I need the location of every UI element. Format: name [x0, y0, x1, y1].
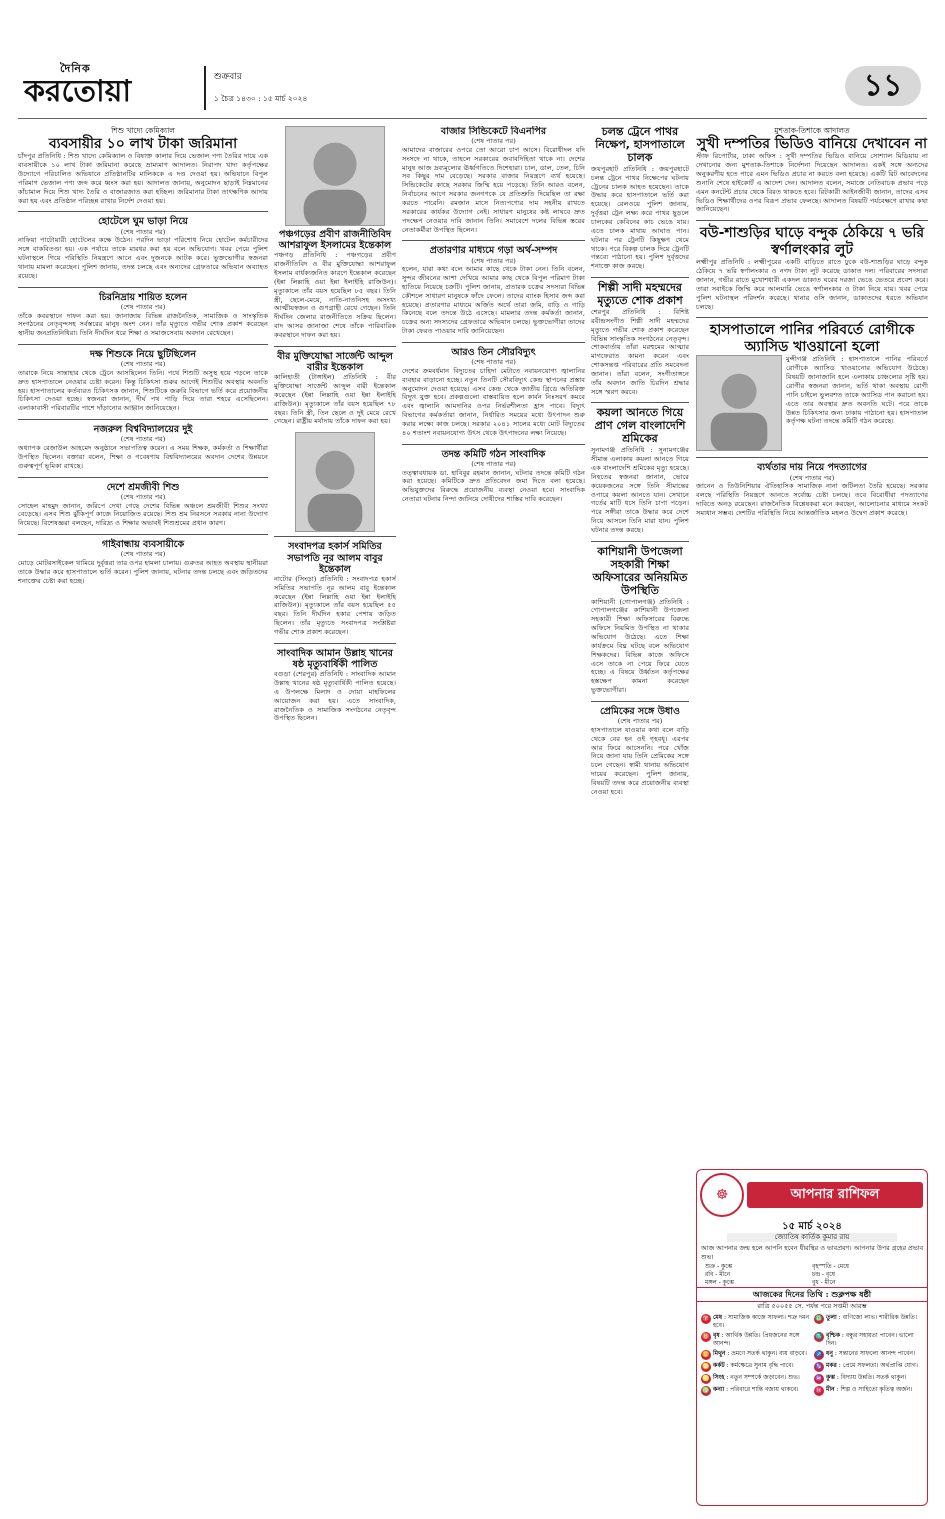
article-headline: নজরুল বিশ্ববিদ্যালয়ের দুই: [93, 424, 193, 436]
obituary-ashraful: [274, 229, 396, 340]
divider: [274, 536, 396, 537]
continued-label: (শেষ পাতার পর): [120, 435, 166, 444]
article-headline: বীর মুক্তিযোদ্ধা সার্জেন্ট আব্দুল বারীর ইন্তেকাল: [277, 350, 393, 374]
zodiac-name: তুলা: [826, 1314, 837, 1322]
sagittarius-icon: ♐: [815, 1350, 823, 1358]
zodiac-item: ♏ বৃশ্চিক : বন্ধুর সহায়তা পাবেন। ভালো দিন।: [815, 1331, 914, 1347]
divider: [18, 287, 268, 288]
planet-item: শুক্র - কুম্ভে: [705, 1263, 733, 1271]
news-photo: [696, 355, 782, 451]
article-burial: [18, 292, 268, 338]
article-child: [18, 349, 268, 413]
column-3: [402, 126, 585, 1511]
article-headline: বউ-শাশুড়ির ঘাড়ে বন্দুক ঠেকিয়ে ৭ ভরি স্বর্ণালংকার লুট: [699, 225, 925, 258]
gemini-icon: ♊: [702, 1350, 710, 1358]
column-5: [696, 126, 928, 1164]
zodiac-name: সিংহ: [713, 1373, 725, 1381]
article-fraud: [402, 245, 585, 336]
planet-positions: [697, 1263, 927, 1287]
continued-label: (শেষ পাতার পর): [471, 256, 516, 265]
divider: [696, 457, 928, 458]
article-body: কালিহাতী (টাঙ্গাইল) প্রতিনিধি : বীর মুক্তিযোদ্ধা সার্জেন্ট আব্দুল বারী ইন্তেকাল করেছেন (ইন্না লিল্লাহি ওয়া ইন্না ইলাইহি রাজিউন)। মৃত্যুকালে তাঁর বয়স হয়েছিল ৭৮ বছর। তিনি স্ত্রী, তিন ছেলে ও দুই মেয়ে রেখে গেছেন। রাষ্ট্রীয় মর্যাদায় তাঁকে দাফন করা হয়।: [274, 373, 396, 426]
zodiac-name: কন্যা: [713, 1385, 725, 1393]
planet-item: চন্দ্র - বৃষে: [812, 1271, 835, 1279]
aquarius-icon: ♒: [815, 1374, 823, 1382]
article-resignation: [696, 462, 928, 517]
horoscope-title: আপনার রাশিফল: [747, 1182, 923, 1207]
article-happy-couple: [696, 126, 928, 214]
portrait-photo: [295, 432, 375, 532]
article-acid-body-wrap: [696, 355, 928, 451]
column-1: [18, 126, 268, 1511]
article-body: স্টাফ রিপোর্টার, ঢাকা অফিস : সুখী দম্পতির ভিডিও বানিয়ে সোশ্যাল মিডিয়ায় না দেখানোর জন্য মুশতাক-তিশাকে নির্দেশনা দিয়েছেন আদালত। একই সঙ্গে অন্যদের অনুকরণীয় হতে পারে এমন ভিডিও প্রচার না করতে বলা হয়েছে। একটি রিট আবেদনের শুনানি শেষে হাইকোর্ট এ আদেশ দেন। আদালত বলেন, সমাজে নেতিবাচক প্রভাব পড়ে এমন কনটেন্ট প্রচার থেকে বিরত থাকতে হবে। রিটকারী আইনজীবী জানান, তাদের এসব ভিডিও শিক্ষার্থীদের ওপর বিরূপ প্রভাব ফেলছে। আদালত বিষয়টি পর্যবেক্ষণে রাখার কথা জানিয়েছেন।: [696, 152, 928, 214]
article-headline: ব্যর্থতার দায় নিয়ে পদত্যাগের: [757, 462, 867, 474]
article-body: তাঁকে কবরস্থানে দাফন করা হয়। জানাজায় বিভিন্ন রাজনৈতিক, সামাজিক ও সাংস্কৃতিক সংগঠনের নেতৃবৃন্দসহ সর্বস্তরের মানুষ অংশ নেন। তাঁর মৃত্যুতে গভীর শোক প্রকাশ করেছেন স্থানীয় জনপ্রতিনিধিরা। তিনি দীর্ঘদিন ধরে শিক্ষা ও সমাজসেবায় অবদান রেখেছেন।: [18, 311, 268, 338]
divider: [274, 643, 396, 644]
horoscope-header: [697, 1170, 927, 1220]
zodiac-name: মীন: [826, 1385, 835, 1393]
zodiac-item: ♓ মীন : শিল্প ও সাহিত্যে কৃতিত্ব অর্জন।: [815, 1385, 913, 1394]
zodiac-text: শিল্প ও সাহিত্যে কৃতিত্ব অর্জন।: [840, 1385, 913, 1393]
article-headline: সুখী দম্পতির ভিডিও বানিয়ে দেখাবেন না: [696, 135, 928, 152]
article-body: তারাকে নিয়ে সান্তাহার থেকে ট্রেনে আসছিলেন তিনি। পথে শিশুটি অসুস্থ হয়ে পড়লে তাকে দ্রুত হাসপাতালে নেওয়ার চেষ্টা করেন। কিন্তু চিকিৎসা শুরুর আগেই শিশুটির অবস্থার অবনতি হয়। হাসপাতালের কর্তব্যরত চিকিৎসক জানান, শিশুটিকে জরুরি বিভাগে ভর্তি করে প্রয়োজনীয় চিকিৎসা দেওয়া হচ্ছে। স্বজনরা জানান, দীর্ঘ পথ পাড়ি দিয়ে তারা শহরে এসেছিলেন। এলাকাবাসী পরিবারটির পাশে দাঁড়ানোর আহ্বান জানিয়েছেন।: [18, 368, 268, 413]
article-body: কাশিয়ানী (গোপালগঞ্জ) প্রতিনিধি : গোপালগঞ্জের কাশিয়ানী উপজেলা সহকারী শিক্ষা অফিসারের বিরুদ্ধে অফিসে নিয়মিত উপস্থিত না থাকার অভিযোগ উঠেছে। এতে শিক্ষা কার্যক্রমে বিঘ্ন ঘটছে বলে অভিযোগ শিক্ষকদের। বিভিন্ন কাজে অফিসে এসে তাকে না পেয়ে ফিরে যেতে হচ্ছে। এ বিষয়ে উর্ধ্বতন কর্তৃপক্ষের হস্তক্ষেপ কামনা করেছেন ভুক্তভোগীরা।: [591, 597, 689, 695]
column-2: [274, 126, 396, 1511]
logo-prefix: দৈনিক: [60, 62, 91, 75]
article-body: সুনামগঞ্জ প্রতিনিধি : সুনামগঞ্জের সীমান্ত এলাকায় কয়লা আনতে গিয়ে এক বাংলাদেশি শ্রমিকের মৃত্যু হয়েছে। নিহতের স্বজনরা জানান, ভোরে কয়েকজনের সঙ্গে তিনি সীমান্তের ওপারে কয়লা আনতে যান। সেখানে গর্তের মাটি ধসে তিনি চাপা পড়েন। পরে সঙ্গীরা তাকে উদ্ধার করে দেশে নিয়ে আসলে তিনি মারা যান। পুলিশ ঘটনার তদন্ত করছে।: [591, 446, 689, 534]
article-body: অধ্যাপক রেজাউল আহমেদ অনুষ্ঠানে সভাপতিত্ব করেন। এ সময় শিক্ষক, কর্মকর্তা ও শিক্ষার্থীরা উপস্থিত ছিলেন। বক্তারা বলেন, শিক্ষা ও গবেষণায় বিশ্ববিদ্যালয়ের অবদান দেশের উন্নয়নে গুরুত্বপূর্ণ ভূমিকা রাখছে।: [18, 444, 268, 470]
zodiac-item: ♋ কর্কট : কর্মক্ষেত্রে সুনাম বৃদ্ধি পাবে।: [702, 1361, 794, 1370]
zodiac-item: ♎ তুলা : বাণিজ্যে লাভ। শারীরিক উন্নতি।: [815, 1314, 918, 1323]
article-body: পঞ্চগড় প্রতিনিধি : পঞ্চগড়ের প্রবীণ রাজনীতিবিদ ও বীর মুক্তিযোদ্ধা আশরাফুল ইসলাম বার্ধক্যজনিত কারণে ইন্তেকাল করেছেন (ইন্না লিল্লাহি ওয়া ইন্না ইলাইহি রাজিউন)। মৃত্যুকালে তাঁর বয়স হয়েছিল ৮৫ বছর। তিনি স্ত্রী, ছেলে-মেয়ে, নাতি-নাতনিসহ অসংখ্য আত্মীয়স্বজন ও গুণগ্রাহী রেখে গেছেন। তিনি দীর্ঘদিন জেলার রাজনীতিতে সক্রিয় ছিলেন। বাদ আসর জানাজা শেষে তাঁকে পারিবারিক কবরস্থানে দাফন করা হয়।: [274, 251, 396, 339]
divider: [696, 317, 928, 318]
page-number-badge: ১১: [845, 66, 921, 106]
article-headline: ব্যবসায়ীর ১০ লাখ টাকা জরিমানা: [48, 135, 238, 152]
article-probe: [402, 449, 585, 504]
horoscope-author: জ্যোতিষ কার্তিক কুমার রায়: [727, 1233, 897, 1242]
zodiac-name: কর্কট: [713, 1361, 725, 1369]
article-headline: তদন্ত কমিটি গঠন সাংবাদিক: [441, 448, 546, 460]
continued-label: (শেষ পাতার পর): [617, 717, 663, 726]
article-gaibandha: [18, 539, 268, 585]
article-headline: সাংবাদিক আমান উল্লাহ খানের ষষ্ঠ মৃত্যুবার্ষিকী পালিত: [277, 647, 393, 671]
planet-item: মঙ্গল - কুম্ভে: [705, 1279, 734, 1287]
divider: [402, 240, 585, 241]
zodiac-item: ♍ কন্যা : পরিবারে শান্তি বজায় থাকবে।: [702, 1385, 799, 1394]
leo-icon: ♌: [702, 1374, 710, 1382]
column-4: [591, 126, 689, 1511]
article-headline: চলন্ত ট্রেনে পাথর নিক্ষেপ, হাসপাতালে চালক: [595, 126, 685, 164]
continued-label: (শেষ পাতার পর): [471, 137, 516, 146]
article-food-fine: [18, 126, 268, 205]
divider: [18, 534, 268, 535]
zodiac-name: বৃষ: [713, 1331, 720, 1339]
article-robbery: [696, 225, 928, 311]
zodiac-name: বৃশ্চিক: [826, 1331, 841, 1339]
divider: [18, 211, 268, 212]
newspaper-logo: [24, 62, 199, 112]
pisces-icon: ♓: [815, 1386, 823, 1394]
article-headline: হাসপাতালে পানির পরিবর্তে রোগীকে অ্যাসিড খাওয়ানো হলো: [709, 322, 915, 355]
article-body: আমাদের বাজারের ওপরে তো আরো চাপ আসে। বিরোধীদল যদি সংসদে না থাকে, তাহলে সরকারের জবাবদিহিতা থাকে না। দেশের মানুষ আজ দ্রব্যমূল্যের ঊর্ধ্বগতিতে দিশেহারা। চাল, ডাল, তেল, চিনি সব কিছুর দাম বেড়েছে। সরকার বাজার নিয়ন্ত্রণে ব্যর্থ হয়েছে। সিন্ডিকেটের কাছে সরকার জিম্মি হয়ে পড়েছে। তিনি আরও বলেন, নির্বাচনের আগে সরকার জনগণকে যে প্রতিশ্রুতি দিয়েছিল তা রক্ষা করতে পারেনি। রমজান মাসে নিত্যপণ্যের দাম সহনীয় রাখতে সরকারের কার্যকর উদ্যোগ নেই। সাধারণ মানুষের কষ্ট লাঘবে দ্রুত পদক্ষেপ নেওয়ার দাবি জানান তিনি। সমাবেশে দলের বিভিন্ন স্তরের নেতাকর্মীরা উপস্থিত ছিলেন।: [402, 145, 585, 234]
masthead-divider: [204, 66, 206, 110]
libra-icon: ♎: [815, 1315, 823, 1323]
zodiac-item: ♉ বৃষ : আর্থিক উন্নতি। প্রিয়জনের সঙ্গে আনন্দ।: [702, 1331, 800, 1347]
portrait-icon: [286, 127, 384, 225]
zodiac-text: বাণিজ্যে লাভ। শারীরিক উন্নতি।: [842, 1314, 918, 1322]
logo-title: করতোয়া: [24, 73, 132, 109]
horoscope-day-sub: রাত্রি ৫০০৫৫ সে. পর্যন্ত পরে সপ্তমী আরম্ভ: [757, 1301, 867, 1310]
article-headline: কয়লা আনতে গিয়ে প্রাণ গেল বাংলাদেশি শ্রমিকের: [594, 406, 686, 446]
divider: [18, 477, 268, 478]
zodiac-item: ♈ মেষ : সামাজিক কাজে সাফল্য। শত্রু দমন হবে।: [702, 1314, 810, 1330]
article-body: মুন্সীগঞ্জ প্রতিনিধি : হাসপাতালে পানির পরিবর্তে রোগীকে অ্যাসিড খাওয়ানোর অভিযোগ উঠেছে। বিষয়টি জানাজানি হলে এলাকায় চাঞ্চল্যের সৃষ্টি হয়। রোগীর স্বজনরা জানান, ভর্তি থাকা অবস্থায় রোগী পানি চাইলে ভুলবশত তাকে অ্যাসিড পান করানো হয়। এতে তার অবস্থার দ্রুত অবনতি ঘটে। পরে তাকে উন্নত চিকিৎসার জন্য ঢাকায় পাঠানো হয়। হাসপাতাল কর্তৃপক্ষ ঘটনা তদন্তে কমিটি গঠন করেছে।: [786, 355, 928, 426]
article-body: হাসপাতালে যাওয়ার কথা বলে বাড়ি থেকে বের হন ওই গৃহবধূ। এরপর আর ফিরে আসেননি। পরে খোঁজ নিয়ে জানা যায় তিনি প্রেমিকের সঙ্গে চলে গেছেন। স্বামী থানায় অভিযোগ দায়ের করেছেন। পুলিশ জানায়, বিষয়টি তদন্ত করে প্রয়োজনীয় ব্যবস্থা নেওয়া হবে।: [591, 725, 689, 796]
planet-item: বুধ - মীনে: [812, 1279, 836, 1287]
portrait-photo: [285, 126, 385, 226]
zodiac-text: কর্মক্ষেত্রে সুনাম বৃদ্ধি পাবে।: [730, 1361, 794, 1369]
article-kashiani: [591, 546, 689, 695]
article-sadi-mohammad: [591, 282, 689, 396]
divider: [591, 277, 689, 278]
article-body: দেশের ক্রমবর্ধমান বিদ্যুতের চাহিদা মেটাতে নবায়নযোগ্য জ্বালানির ব্যবহার বাড়ানো হচ্ছে। নতুন তিনটি সৌরবিদ্যুৎ কেন্দ্র স্থাপনের প্রস্তাব অনুমোদন দেওয়া হয়েছে। এসব কেন্দ্র থেকে জাতীয় গ্রিডে অতিরিক্ত বিদ্যুৎ যুক্ত হবে। প্রকল্পগুলো বাস্তবায়িত হলে কার্বন নিঃসরণ কমবে এবং জ্বালানি আমদানির ওপর নির্ভরশীলতা হ্রাস পাবে। বিদ্যুৎ বিভাগের কর্মকর্তারা জানান, নির্ধারিত সময়ের মধ্যে উৎপাদন শুরু করার লক্ষ্যে কাজ চলছে। সরকার ২০৪১ সালের মধ্যে মোট বিদ্যুতের ৪০ শতাংশ নবায়নযোগ্য উৎস থেকে উৎপাদনের লক্ষ্য নিয়েছে।: [402, 366, 585, 437]
aries-icon: ♈: [702, 1315, 710, 1323]
zodiac-wheel-icon: ☸: [700, 1173, 744, 1217]
zodiac-text: সামাজিক কাজে সাফল্য। শত্রু দমন হবে।: [713, 1314, 810, 1330]
article-university: [18, 424, 268, 470]
masthead: [18, 60, 927, 114]
article-body: জানেন ও তিউনিশিয়ার ঐতিহাসিক সামাজিক নানা জটিলতা তৈরি হয়েছে। সরকার বলছে পরিস্থিতি নিয়ন্ত্রণে আনতে সর্বোচ্চ চেষ্টা চলছে। তবে বিরোধীরা পদত্যাগের দাবিতে অনড় রয়েছেন। রাজনৈতিক বিশ্লেষকরা মনে করছেন, আলোচনার মাধ্যমে সংকট সমাধান সম্ভব। দেশটির পরিস্থিতি নিয়ে আন্তর্জাতিক মহলও উদ্বেগ প্রকাশ করেছে।: [696, 482, 928, 517]
article-headline: প্রেমিকের সঙ্গে উধাও: [599, 705, 681, 717]
article-aman-ullah: [274, 648, 396, 723]
zodiac-item: ♑ মকর : প্রেমে সফলতা। অর্থপ্রাপ্তি যোগ।: [815, 1361, 918, 1370]
obituary-nur-alam: [274, 541, 396, 637]
masthead-date: ১ চৈত্র ১৪৩০ : ১৫ মার্চ ২০২৪: [214, 94, 308, 103]
article-kicker: শিশু খাদ্যে কেমিক্যাল: [111, 126, 175, 135]
photo-icon: [697, 356, 781, 450]
horoscope-date: ১৫ মার্চ ২০২৪: [782, 1221, 842, 1232]
continued-label: (শেষ পাতার পর): [120, 550, 166, 559]
article-solar: [402, 347, 585, 438]
zodiac-text: নতুন সম্পর্কে জড়াবেন। শুভ।: [730, 1373, 800, 1381]
horoscope-day-title: আজকের দিনের তিথি : শুক্লপক্ষ ষষ্ঠী: [697, 1287, 927, 1302]
article-elope: [591, 706, 689, 797]
zodiac-name: কুম্ভ: [826, 1373, 835, 1381]
zodiac-name: মিথুন: [713, 1349, 726, 1357]
article-train-stone: [591, 126, 689, 271]
zodiac-text: বন্ধুর সহায়তা পাবেন। ভালো দিন।: [826, 1331, 914, 1347]
article-child-labour: [18, 482, 268, 528]
continued-label: (শেষ পাতার পর): [789, 473, 835, 482]
article-body: তত্ত্বাবধায়ক ডা. হাবিবুর রহমান জানান, ঘটনার তদন্তে কমিটি গঠন করা হয়েছে। কমিটিকে দ্রুত প্রতিবেদন জমা দিতে বলা হয়েছে। অভিযুক্তদের বিরুদ্ধে প্রয়োজনীয় ব্যবস্থা নেওয়া হবে। সাংবাদিক নেতারা ঘটনার নিন্দা জানিয়ে দোষীদের শাস্তির দাবি করেছেন।: [402, 468, 585, 504]
zodiac-text: আর্থিক উন্নতি। প্রিয়জনের সঙ্গে আনন্দ।: [713, 1331, 800, 1347]
zodiac-text: সন্তানের সাফল্যে আনন্দ পাবেন।: [838, 1349, 916, 1357]
continued-label: (শেষ পাতার পর): [120, 360, 166, 369]
divider: [18, 419, 268, 420]
zodiac-name: মকর: [826, 1361, 837, 1369]
zodiac-item: ♊ মিথুন : ভ্রমণে সতর্ক থাকুন। ব্যয় বাড়বে।: [702, 1349, 807, 1358]
article-headline: দেশে শ্রমজীবী শিশু: [106, 481, 180, 493]
divider: [402, 444, 585, 445]
continued-label: (শেষ পাতার পর): [471, 358, 516, 367]
article-hotel: [18, 216, 268, 280]
zodiac-item: ♐ ধনু : সন্তানের সাফল্যে আনন্দ পাবেন।: [815, 1349, 916, 1358]
zodiac-name: মেষ: [713, 1314, 723, 1322]
masthead-rule: [18, 118, 927, 119]
planet-item: বৃহস্পতি - মেষে: [812, 1263, 849, 1271]
article-headline: সংবাদপত্র হকার্স সমিতির সভাপতি নূর আলম বাবুর ইন্তেকাল: [287, 541, 383, 575]
article-headline: বাজার সিন্ডিকেটে বিএনপির: [440, 126, 547, 137]
capricorn-icon: ♑: [815, 1362, 823, 1370]
obituary-abdul-bari: [274, 351, 396, 426]
article-headline: পঞ্চগড়ের প্রবীণ রাজনীতিবিদ আশরাফুল ইসলামের ইন্তেকাল: [278, 229, 392, 252]
article-body: লক্ষ্মীপুর প্রতিনিধি : লক্ষ্মীপুরের একটি বাড়িতে রাতে ঢুকে বউ-শাশুড়ির ঘাড়ে বন্দুক ঠেকিয়ে ৭ ভরি স্বর্ণালংকার ও নগদ টাকা লুট করেছে ডাকাত দল। পরিবারের সদস্যরা জানান, গভীর রাতে মুখোশধারী একদল ডাকাত ঘরের দরজা ভেঙে ভেতরে প্রবেশ করে। তারা সবাইকে জিম্মি করে আলমারি ভেঙে স্বর্ণালংকার ও টাকা নিয়ে যায়। খবর পেয়ে পুলিশ ঘটনাস্থল পরিদর্শন করেছে। থানার ওসি জানান, ডাকাতদের ধরতে অভিযান চলছে।: [696, 258, 928, 311]
article-headline: শিল্পী সাদী মহম্মদের মৃত্যুতে শোক প্রকাশ: [597, 281, 683, 307]
article-headline: আরও তিন সৌরবিদ্যুৎ: [451, 347, 536, 358]
article-body: বগুড়া (শেরপুর) প্রতিনিধি : সাংবাদিক আমান উল্লাহ খানের ষষ্ঠ মৃত্যুবার্ষিকী পালিত হয়েছে। এ উপলক্ষে মিলাদ ও দোয়া মাহফিলের আয়োজন করা হয়। এতে সাংবাদিক, রাজনৈতিক ও সামাজিক সংগঠনের নেতৃবৃন্দ উপস্থিত ছিলেন।: [274, 670, 396, 723]
article-kicker: মুশতাক-তিশাকে আদালত: [774, 126, 850, 135]
zodiac-text: ভ্রমণে সতর্ক থাকুন। ব্যয় বাড়বে।: [731, 1349, 807, 1357]
zodiac-item: ♒ কুম্ভ : বিদ্যায় উন্নতি। সতর্ক থাকুন।: [815, 1373, 907, 1382]
article-body: সোহেল মাহমুদ জানান, জরিপে দেখা গেছে দেশের বিভিন্ন অঞ্চলে শ্রমজীবী শিশুর সংখ্যা বেড়েছে। এসব শিশু ঝুঁকিপূর্ণ কাজে নিয়োজিত রয়েছে। শিশু শ্রম নিরসনে সরকার নানা উদ্যোগ নিয়েছে। বিশেষজ্ঞরা বলছেন, দারিদ্র্য ও শিক্ষার অভাবই শিশুশ্রমের প্রধান কারণ।: [18, 501, 268, 528]
article-body: শেরপুর প্রতিনিধি : বিশিষ্ট রবীন্দ্রসংগীত শিল্পী সাদী মহম্মদের মৃত্যুতে গভীর শোক প্রকাশ করেছেন বিভিন্ন সাংস্কৃতিক সংগঠনের নেতৃবৃন্দ। শোকবার্তায় তাঁরা মরহুমের আত্মার মাগফেরাত কামনা করেন এবং শোকসন্তপ্ত পরিবারের প্রতি সমবেদনা জানান। তাঁরা বলেন, সংগীতাঙ্গনে তাঁর অবদান জাতি চিরদিন শ্রদ্ধার সঙ্গে স্মরণ করবে।: [591, 307, 689, 396]
article-body: নাফিয়া পাটোয়ারী হোটেলের কক্ষে উঠেন। পরদিন ভাড়া পরিশোধ নিয়ে হোটেল কর্মচারীদের সঙ্গে বাকবিতণ্ডা হয়। এক পর্যায়ে তাকে মারধর করা হয় বলে অভিযোগ। খবর পেয়ে পুলিশ ঘটনাস্থলে গিয়ে পরিস্থিতি নিয়ন্ত্রণে আনে এবং দুজনকে আটক করে। ভুক্তভোগীর স্বজনরা থানায় মামলা করেছেন। পুলিশ জানায়, তদন্ত চলছে এবং অন্যদের গ্রেফতারে অভিযান অব্যাহত রয়েছে।: [18, 236, 268, 280]
article-headline: দক্ষ শিশুকে নিয়ে ছুটিছিলেন: [89, 349, 197, 361]
divider: [274, 346, 396, 347]
continued-label: (শেষ পাতার পর): [120, 227, 166, 236]
article-coal-worker: [591, 407, 689, 534]
zodiac-text: বিদ্যায় উন্নতি। সতর্ক থাকুন।: [840, 1373, 907, 1381]
article-headline: হোটেলে ঘুম ভাড়া নিয়ে: [98, 216, 188, 228]
article-body: চাঁদপুর প্রতিনিধি : শিশু খাদ্যে কেমিক্যাল ও বিষাক্ত কালার দিয়ে ভেজাল পণ্য তৈরির দায়ে এক ব্যবসায়ীকে ১০ লাখ টাকা জরিমানা করেছে ভ্রাম্যমাণ আদালত। নিরাপদ খাদ্য কর্তৃপক্ষের উদ্যোগে পরিচালিত অভিযানে প্রতিষ্ঠানটির মালিককে এ দণ্ড দেওয়া হয়। অভিযানে বিপুল পরিমাণ ভেজাল পণ্য জব্দ করে ধ্বংস করা হয়। আদালত জানায়, অনুমোদন ছাড়াই নিম্নমানের কাঁচামাল দিয়ে শিশু খাদ্য তৈরি ও বাজারজাত করা হচ্ছিল। জরিমানার টাকা তাৎক্ষণিক আদায় করা হয় এবং প্রতিষ্ঠান পরিচ্ছন্ন রাখার নির্দেশ দেওয়া হয়।: [18, 152, 268, 205]
continued-label: (শেষ পাতার পর): [120, 302, 166, 311]
article-headline: কাশিয়ানী উপজেলা সহকারী শিক্ষা অফিসারের অনিয়মিত উপস্থিতি: [592, 544, 688, 597]
zodiac-name: ধনু: [826, 1349, 833, 1357]
zodiac-text: পরিবারে শান্তি বজায় থাকবে।: [730, 1385, 799, 1393]
article-bnp-syndicate: [402, 126, 585, 234]
article-headline: চিরনিদ্রায় শায়িত হলেন: [98, 291, 188, 303]
article-headline: প্রতারণার মাধ্যমে গড়া অর্থ-সম্পদ: [429, 245, 558, 257]
zodiac-text: প্রেমে সফলতা। অর্থপ্রাপ্তি যোগ।: [842, 1361, 918, 1369]
divider: [402, 342, 585, 343]
continued-label: (শেষ পাতার পর): [120, 492, 166, 501]
continued-label: (শেষ পাতার পর): [471, 459, 516, 468]
article-headline: গাইবান্ধায় ব্যবসায়ীকে: [101, 539, 185, 551]
portrait-icon: [296, 433, 374, 531]
masthead-day: শুক্রবার: [214, 72, 242, 82]
article-body: হলেন, যারা কথা বলে আমার কাছে থেকে টাকা নেন। তিনি বলেন, সুন্দর জীবনের আশা দেখিয়ে আমার কাছ থেকে বিপুল পরিমাণ টাকা হাতিয়ে নিয়েছে চক্রটি। পুলিশ জানায়, প্রতারক চক্রের সদস্যরা বিভিন্ন কৌশলে সাধারণ মানুষকে ফাঁদে ফেলে। তাদের ব্যাংক হিসাব জব্দ করা হয়েছে। প্রতারণার মাধ্যমে অর্জিত অর্থে তারা জমি, বাড়ি ও গাড়ি কিনেছে বলে তদন্তে উঠে এসেছে। মামলার তদন্ত কর্মকর্তা জানান, চক্রের অন্য সদস্যদের গ্রেফতারে অভিযান চলছে। ভুক্তভোগীরা তাদের টাকা ফেরত পাওয়ার দাবি জানিয়েছেন।: [402, 265, 585, 336]
article-body: মোড়ে মোটরসাইকেল থামিয়ে দুর্বৃত্তরা তার ওপর হামলা চালায়। গুরুতর আহত অবস্থায় স্থানীয়রা তাকে উদ্ধার করে হাসপাতালে ভর্তি করেন। পুলিশ জানায়, ঘটনার তদন্ত চলছে এবং জড়িতদের শনাক্তের চেষ্টা করা হচ্ছে।: [18, 558, 268, 585]
horoscope-box: [696, 1169, 928, 1506]
article-body: নাটোর (সিংড়া) প্রতিনিধি : সংবাদপত্র হকার্স সমিতির সভাপতি নূর আলম বাবু ইন্তেকাল করেছেন (ইন্না লিল্লাহি ওয়া ইন্না ইলাইহি রাজিউন)। মৃত্যুকালে তাঁর বয়স হয়েছিল ৫৫ বছর। তিনি দীর্ঘদিন হকার পেশায় জড়িত ছিলেন। তাঁর মৃত্যুতে সংবাদপত্র সংশ্লিষ্টরা গভীর শোক প্রকাশ করেছেন।: [274, 574, 396, 636]
zodiac-item: ♌ সিংহ : নতুন সম্পর্কে জড়াবেন। শুভ।: [702, 1373, 800, 1382]
divider: [18, 344, 268, 345]
article-acid: [696, 322, 928, 451]
divider: [591, 701, 689, 702]
zodiac-grid: [697, 1312, 927, 1398]
divider: [591, 541, 689, 542]
article-body: জয়পুরহাট প্রতিনিধি : জয়পুরহাটে চলন্ত ট্রেনে পাথর নিক্ষেপের ঘটনায় ট্রেনের চালক আহত হয়েছেন। তাকে উদ্ধার করে হাসপাতালে ভর্তি করা হয়েছে। রেলওয়ে পুলিশ জানায়, দুর্বৃত্তরা ট্রেন লক্ষ্য করে পাথর ছুড়লে চালকের কেবিনের কাচ ভেঙে যায়। এতে চালক মাথায় আঘাত পান। ঘটনার পর ট্রেনটি কিছুক্ষণ থেমে থাকে। পরে বিকল্প চালক দিয়ে ট্রেনটি গন্তব্যে পাঠানো হয়। পুলিশ দুর্বৃত্তদের শনাক্তে কাজ করছে।: [591, 164, 689, 271]
horoscope-intro: আজ আপনার জন্ম হলে আপনি হবেন ধীরস্থির ও ভাবপ্রবণ। আপনার উপর গ্রহের প্রভাব শুভ।: [701, 1244, 923, 1261]
taurus-icon: ♉: [702, 1332, 710, 1340]
divider: [696, 220, 928, 221]
divider: [591, 402, 689, 403]
planet-item: রবি - মীনে: [705, 1271, 731, 1279]
scorpio-icon: ♏: [815, 1332, 823, 1340]
cancer-icon: ♋: [702, 1362, 710, 1370]
virgo-icon: ♍: [702, 1386, 710, 1394]
